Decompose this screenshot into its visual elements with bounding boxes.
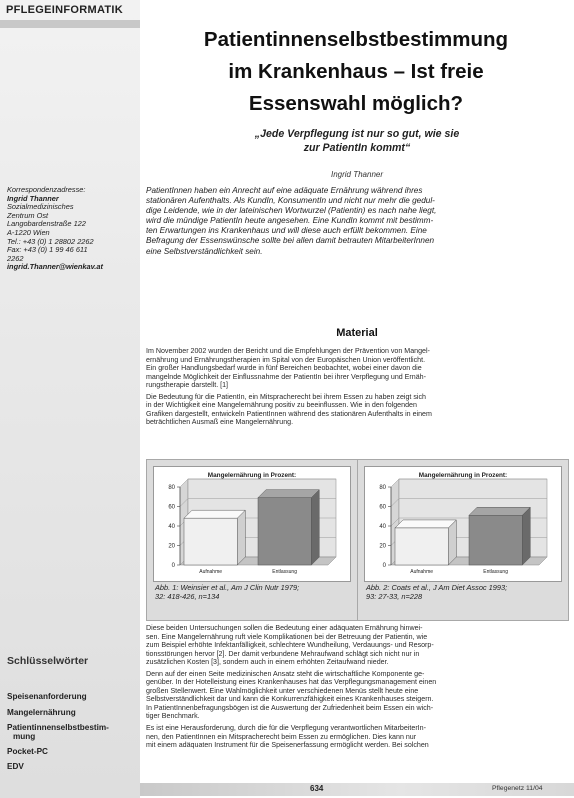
keywords-list <box>7 689 137 775</box>
article-subtitle <box>150 127 564 155</box>
abstract-line: ten Erwartungen ins Krankenhaus und will diese auch erfüllt bekommen. Eine <box>146 226 427 236</box>
figure-2-panel <box>364 466 562 582</box>
abstract-line: eine Selbstverständlichkeit sein. <box>146 246 263 256</box>
abstract-line: dige Leidende, wie in der lateinischen Wortwurzel (Patientin) es nach nahe liegt, <box>146 206 437 216</box>
bar-side <box>522 507 530 565</box>
keyword-item: Mangelernährung <box>7 707 76 717</box>
title-line: Patientinnenselbstbestimmung <box>203 28 509 51</box>
tick-label: 60 <box>168 504 175 511</box>
bar-top <box>258 490 319 498</box>
body-line: beträchtlichen Ausmaß eine Mangelernährung. <box>146 418 294 427</box>
correspondence-label: Korrespondenzadresse: <box>7 185 86 194</box>
correspondence-line: Langobardenstraße 122 <box>7 219 86 229</box>
correspondence-name: Ingrid Thanner <box>7 193 59 203</box>
correspondence-block <box>7 186 137 272</box>
tick-label: 40 <box>168 524 175 530</box>
tick-label: 40 <box>379 524 386 530</box>
tick-label: 80 <box>168 485 175 491</box>
bar-side <box>237 510 245 565</box>
correspondence-line: Fax: +43 (0) 1 99 46 611 <box>7 245 88 255</box>
section-heading-material: Material <box>336 327 378 339</box>
bar-top <box>469 507 530 515</box>
category-label: Aufnahme <box>410 569 434 575</box>
sidebar <box>0 0 140 798</box>
abstract-line: PatientInnen haben ein Anrecht auf eine adäquate Ernährung während ihres <box>146 186 423 195</box>
subtitle-line: „Jede Verpflegung ist nur so gut, wie sie <box>254 128 460 140</box>
caption-line: 93: 27-33, n=228 <box>366 592 423 601</box>
body-line: Im November 2002 wurden der Bericht und die Empfehlungen der Prävention von Mangel- <box>146 347 430 355</box>
bar <box>258 498 311 565</box>
bar <box>395 528 448 565</box>
body-line: zum Beispiel erhöhte Infektanfälligkeit, schlechtere Wundheilung, Verdauungs- und Resorp- <box>146 641 434 650</box>
body-line: nen, den PatientInnen ein Mitspracherecht beim Essen zu ermöglichen. Dies kann nur <box>146 732 417 741</box>
tick-label: 20 <box>379 543 386 550</box>
body-line: genüber. In der Hotelleistung eines Krankenhauses hat das Verpflegungsmanagement einen <box>146 678 437 687</box>
figure-2-title: Mangelernährung in Prozent: <box>418 472 508 479</box>
body-line: mangelnde Möglichkeit der Einflussnahme der PatientIn bei ihrer Verpflegung und Ernäh- <box>146 372 426 381</box>
body-line: Grafiken dargestellt, entwickeln PatientInnen während des stationären Aufenthalts in einem <box>146 409 432 418</box>
body-line: sen. Eine Mangelernährung ruft viele Komplikationen bei der Betreuung der Patientin, wie <box>146 632 428 641</box>
abstract-line: Befragung der Essenswünsche sollte bei allen damit betrauten MitarbeiterInnen <box>146 236 435 246</box>
correspondence-line: 2262 <box>7 253 24 263</box>
body-line: Selbstverständlichkeit dar und kann die Konkurrenzfähigkeit eines Krankenhauses steigern. <box>146 695 434 704</box>
abstract-line: stationären Aufenthalts. Als KundIn, KonsumentIn und nicht nur mehr die gedul- <box>146 196 435 206</box>
bar-top <box>184 510 245 518</box>
caption-line: Abb. 2: Coats et al., J Am Diet Assoc 1993; <box>366 583 508 592</box>
body-line: Denn auf der einen Seite medizinischen Ansatz steht die wirtschaftliche Komponente ge- <box>146 669 425 678</box>
body-line: tionsstörungen hervor [2]. Der damit verbundene Mehraufwand schlägt sich nicht nur in <box>146 649 420 658</box>
figure-1-chart <box>154 467 350 581</box>
tick-label: 60 <box>379 504 386 511</box>
category-label: Entlassung <box>483 569 509 575</box>
caption-line: 32: 418-426, n=134 <box>155 592 220 601</box>
bar-side <box>311 490 319 565</box>
keyword-item: mung <box>13 731 36 741</box>
title-line: im Krankenhaus – Ist freie <box>228 60 484 83</box>
title-line: Essenswahl möglich? <box>248 92 464 115</box>
body-line: Diese beiden Untersuchungen sollen die Bedeutung einer adäquaten Ernährung hinwei- <box>146 624 423 632</box>
body-line: tiger Benchmark. <box>146 712 200 721</box>
bar <box>184 518 237 565</box>
sidebar-strip <box>0 20 140 28</box>
body-line: großen Stellenwert. Eine Wahlmöglichkeit unter verschiedenen Menüs stellt heute eine <box>146 686 419 695</box>
figure-2-chart <box>365 467 561 581</box>
lower-body <box>146 624 568 750</box>
body-line: rungstherapie darstellt. [1] <box>146 381 229 390</box>
author: Ingrid Thanner <box>330 170 384 179</box>
figure-1-caption <box>155 583 351 601</box>
correspondence-line: Sozialmedizinisches <box>7 202 74 212</box>
tick-label: 0 <box>382 563 386 569</box>
tick-label: 80 <box>379 485 386 491</box>
tick-label: 20 <box>168 543 175 550</box>
abstract <box>146 186 568 257</box>
correspondence-line: Zentrum Ost <box>7 210 49 220</box>
keyword-item: Speisenanforderung <box>7 692 87 701</box>
keyword-item: Patientinnenselbstbestim- <box>7 723 109 732</box>
keyword-item: Pocket-PC <box>7 746 48 756</box>
figure-1 <box>146 459 358 621</box>
correspondence-email[interactable]: ingrid.Thanner@wienkav.at <box>7 262 103 272</box>
figure-2-caption <box>366 583 562 601</box>
correspondence-line: A-1220 Wien <box>7 227 50 237</box>
subtitle-line: zur PatientIn kommt“ <box>303 142 411 154</box>
section-label: PFLEGEINFORMATIK <box>6 4 124 16</box>
caption-line: Abb. 1: Weinsier et al., Am J Clin Nutr 1979; <box>155 583 300 592</box>
body-line: In PatientInnenbefragungsbögen ist die Auswertung der Zufriedenheit beim Essen ein wich- <box>146 703 434 712</box>
keywords-title: Schlüsselwörter <box>7 655 89 667</box>
bar <box>469 515 522 565</box>
figure-1-title: Mangelernährung in Prozent: <box>207 472 297 479</box>
bar-top <box>395 520 456 528</box>
category-label: Entlassung <box>272 569 298 575</box>
issue-label: Pflegenetz 11/04 <box>492 785 543 792</box>
figure-2 <box>357 459 569 621</box>
body-line: mit einem adäquaten Instrument für die Speisenerfassung ermöglicht werden. Bei solchen <box>146 741 429 750</box>
body-line: in der Wichtigkeit eine Mangelernährung positiv zu beeinflussen. Wie in den folgenden <box>146 401 417 410</box>
body-line: Es ist eine Herausforderung, durch die für die Verpflegung verantwortlichen MitarbeiterIn- <box>146 724 426 733</box>
abstract-line: wird die mündige PatientIn heute angesehen. Eine KundIn kommt mit bestimm- <box>146 216 434 226</box>
material-body <box>146 347 568 427</box>
body-line: Ein großer Handlungsbedarf wurde in fünf Bereichen beobachtet, wobei einer davon die <box>146 364 422 373</box>
category-label: Aufnahme <box>199 569 223 575</box>
correspondence-line: Tel.: +43 (0) 1 28802 2262 <box>7 236 94 246</box>
body-line: Die Bedeutung für die PatientIn, ein Mitspracherecht bei ihrem Essen zu haben zeigt sich <box>146 392 426 401</box>
tick-label: 0 <box>171 563 175 569</box>
keyword-item: EDV <box>7 762 24 771</box>
article-title <box>146 24 566 120</box>
page-number: 634 <box>310 784 324 793</box>
body-line: zusätzlichen Kosten [3], sondern auch in einem erhöhten Zeitaufwand nieder. <box>146 658 389 667</box>
body-line: ernährung und Ernährungstherapien im Spital von der Europäischen Union veröffentlicht. <box>146 355 426 364</box>
figure-1-panel <box>153 466 351 582</box>
